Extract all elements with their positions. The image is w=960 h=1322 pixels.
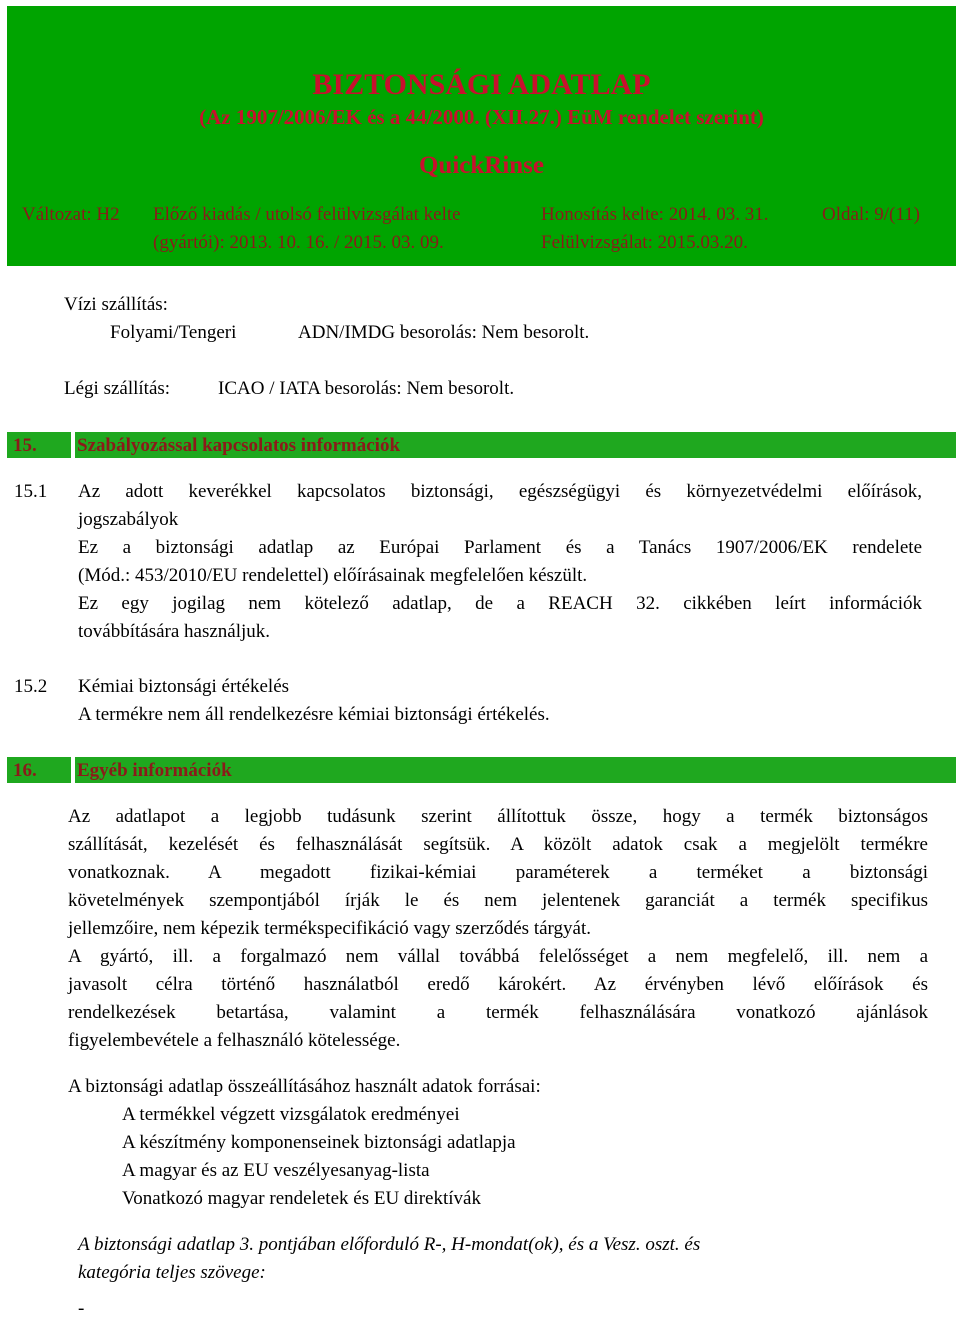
- hazard-statements-note-line2: kategória teljes szövege:: [78, 1262, 266, 1283]
- document-header: [7, 6, 956, 266]
- info-paragraph-2-line: rendelkezések betartása, valamint a termék felhasználására vonatkozó ajánlások: [68, 1002, 928, 1023]
- revision-date: Felülvizsgálat: 2015.03.20.: [541, 232, 748, 253]
- info-paragraph-1-line: vonatkoznak. A megadott fizikai-kémiai paraméterek a terméket a biztonsági: [68, 862, 928, 883]
- source-item: Vonatkozó magyar rendeletek és EU direktívák: [122, 1188, 481, 1209]
- adaptation-date: Honosítás kelte: 2014. 03. 31.: [541, 204, 769, 225]
- subsection-15-1-title-line2: jogszabályok: [78, 509, 179, 530]
- section-16-title: Egyéb információk: [77, 760, 232, 781]
- version-label: Változat: H2: [22, 204, 120, 225]
- info-paragraph-2-line: A gyártó, ill. a forgalmazó nem vállal továbbá felelősséget a nem megfelelő, ill. nem a: [68, 946, 928, 967]
- section-16-number: 16.: [13, 760, 37, 781]
- info-paragraph-1-line: Az adatlapot a legjobb tudásunk szerint állítottuk össze, hogy a termék biztonságos: [68, 806, 928, 827]
- source-item: A termékkel végzett vizsgálatok eredményei: [122, 1104, 460, 1125]
- reach-text-line1: Ez egy jogilag nem kötelező adatlap, de a REACH 32. cikkében leírt információk: [78, 593, 922, 614]
- reach-text-line2: továbbítására használjuk.: [78, 621, 271, 642]
- page-number: Oldal: 9/(11): [822, 204, 920, 225]
- hazard-statements-empty-dash: -: [78, 1298, 85, 1319]
- prev-issue-line1: Előző kiadás / utolsó felülvizsgálat kelte: [153, 204, 461, 225]
- source-item: A magyar és az EU veszélyesanyag-lista: [122, 1160, 430, 1181]
- subsection-15-1-number: 15.1: [14, 481, 48, 502]
- section-16-divider: [71, 757, 75, 783]
- info-paragraph-2-line: figyelembevétele a felhasználó kötelessége.: [68, 1030, 401, 1051]
- hazard-statements-note-line1: A biztonsági adatlap 3. pontjában előforduló R-, H-mondat(ok), és a Vesz. oszt. és: [78, 1234, 701, 1255]
- river-sea-label: Folyami/Tengeri: [110, 322, 237, 343]
- river-sea-classification: ADN/IMDG besorolás: Nem besorolt.: [298, 322, 590, 343]
- subsection-15-1-title-line1: Az adott keverékkel kapcsolatos biztonsági, egészségügyi és környezetvédelmi előírások,: [78, 481, 922, 502]
- prev-issue-line2: (gyártói): 2013. 10. 16. / 2015. 03. 09.: [153, 232, 444, 253]
- product-name: QuickRinse: [418, 152, 545, 179]
- regulation-text-line1: Ez a biztonsági adatlap az Európai Parlament és a Tanács 1907/2006/EK rendelete: [78, 537, 922, 558]
- info-paragraph-2-line: javasolt célra történő használatból eredő károkért. Az érvényben lévő előírások és: [68, 974, 928, 995]
- section-15-title: Szabályozással kapcsolatos információk: [77, 435, 401, 456]
- source-item: A készítmény komponenseinek biztonsági adatlapja: [122, 1132, 516, 1153]
- section-16-header: [7, 757, 956, 783]
- sources-title: A biztonsági adatlap összeállításához használt adatok forrásai:: [68, 1076, 541, 1097]
- air-transport-label: Légi szállítás:: [64, 378, 171, 399]
- section-15-header: [7, 432, 956, 458]
- subsection-15-2-number: 15.2: [14, 676, 48, 697]
- info-paragraph-1-line: szállítását, kezelését és felhasználását segítsük. A közölt adatok csak a megjelölt termékre: [68, 834, 928, 855]
- chemical-assessment-text: A termékre nem áll rendelkezésre kémiai biztonsági értékelés.: [78, 704, 550, 725]
- section-15-number: 15.: [13, 435, 37, 456]
- subsection-15-2-title: Kémiai biztonsági értékelés: [78, 676, 290, 697]
- section-15-divider: [71, 432, 75, 458]
- regulation-text-line2: (Mód.: 453/2010/EU rendelettel) előírásainak megfelelően készült.: [78, 565, 588, 586]
- document-subtitle: (Az 1907/2006/EK és a 44/2000. (XII.27.) EüM rendelet szerint): [199, 105, 764, 129]
- air-classification: ICAO / IATA besorolás: Nem besorolt.: [218, 378, 515, 399]
- water-transport-label: Vízi szállítás:: [64, 294, 168, 315]
- document-title: BIZTONSÁGI ADATLAP: [312, 68, 651, 101]
- info-paragraph-1-line: követelmények szempontjából írják le és nem jelentenek garanciát a termék specifikus: [68, 890, 928, 911]
- info-paragraph-1-line: jellemzőire, nem képezik termékspecifikáció vagy szerződés tárgyát.: [68, 918, 591, 939]
